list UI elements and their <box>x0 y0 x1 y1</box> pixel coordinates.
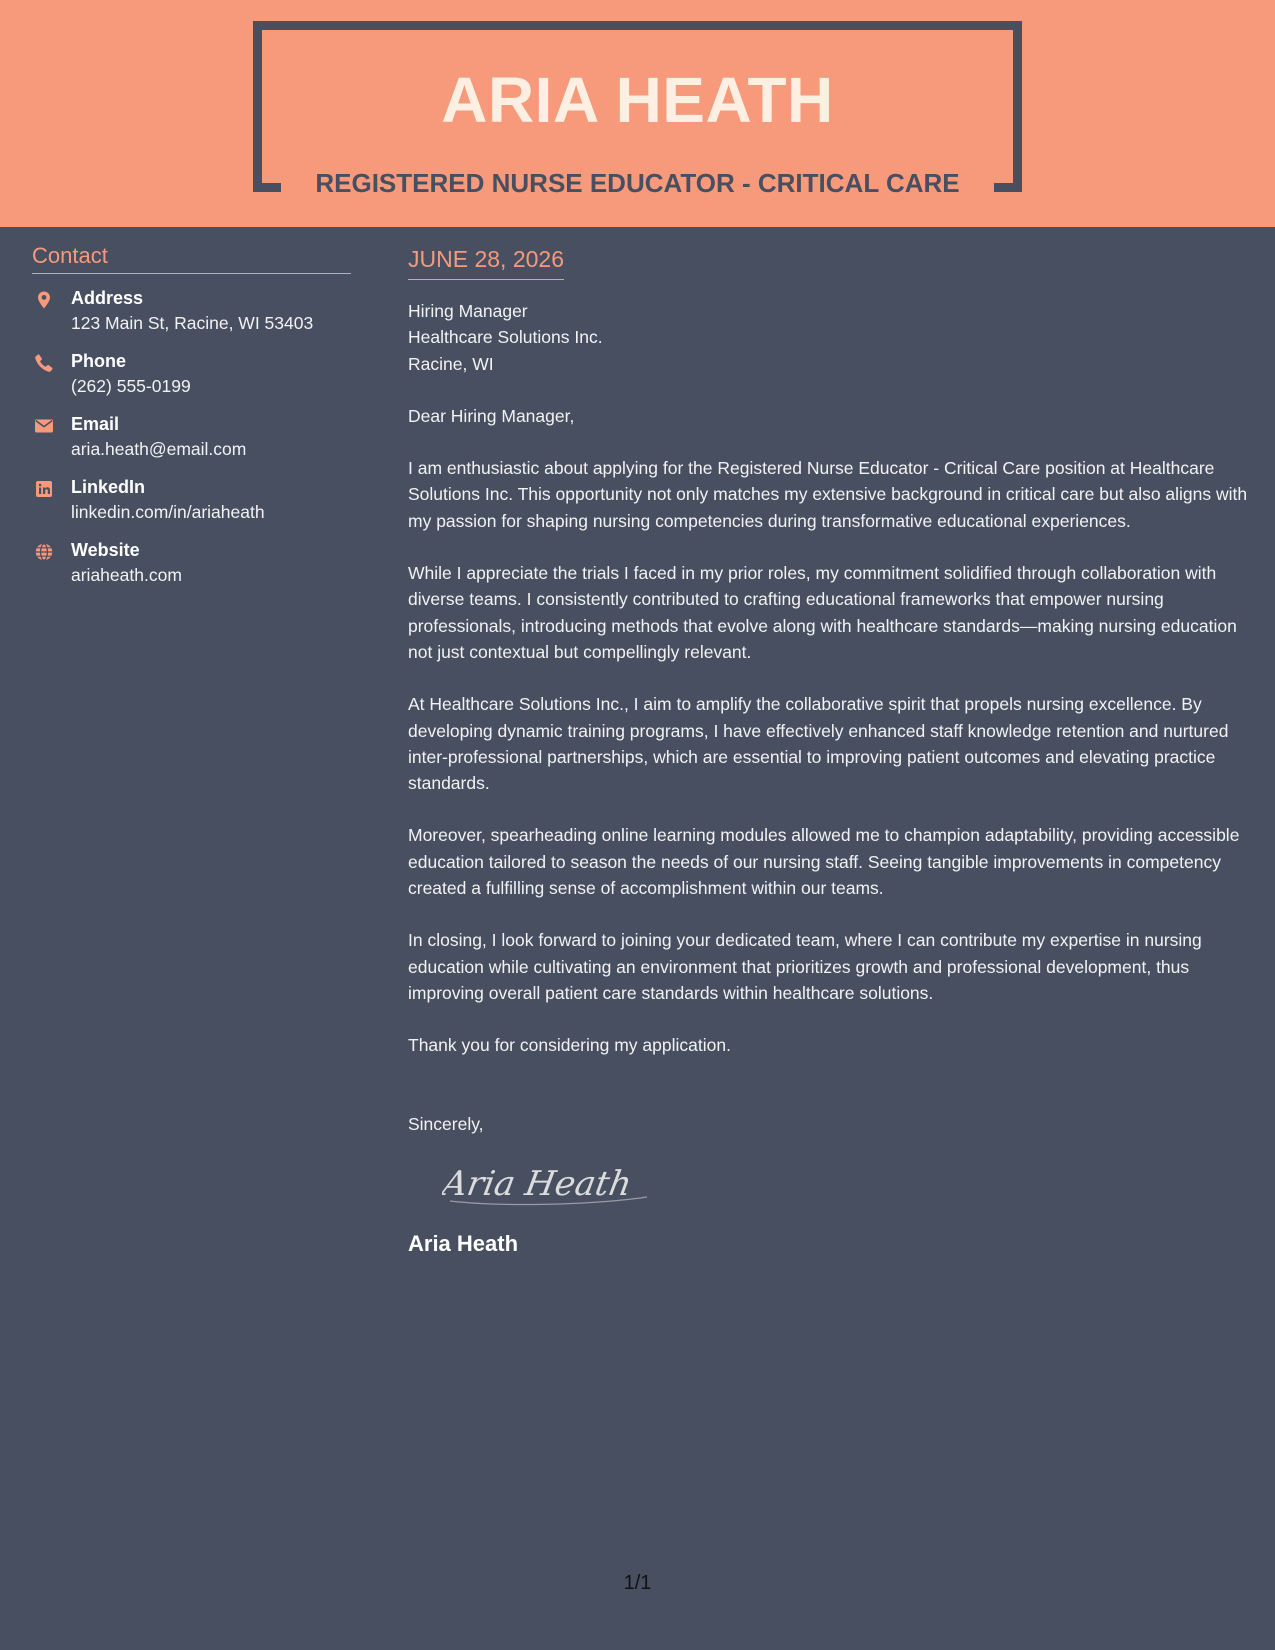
recipient-block <box>408 298 1253 377</box>
linkedin-icon <box>34 479 54 499</box>
page-number: 1/1 <box>623 1572 652 1594</box>
contact-item-phone <box>32 349 351 412</box>
letter-body <box>408 244 1253 1258</box>
contact-item-website <box>32 538 351 601</box>
closing: Sincerely, <box>408 1113 484 1134</box>
contact-label: LinkedIn <box>71 477 146 497</box>
frame-top-bar <box>253 21 1022 30</box>
contact-label: Phone <box>71 351 127 371</box>
salutation: Dear Hiring Manager, <box>408 405 575 426</box>
applicant-name: ARIA HEATH <box>441 64 834 136</box>
contact-value: aria.heath@email.com <box>71 439 247 459</box>
header-banner <box>0 0 1275 227</box>
contact-label: Website <box>71 540 140 560</box>
globe-icon <box>34 542 54 562</box>
letter-paragraph: Moreover, spearheading online learning modules allowed me to champion adaptability, providing accessible education tailored to season the needs of our nursing staff. Seeing tangible improvements in competency created a fulfilling sense of accomplishment within our teams. <box>408 825 1240 899</box>
letter-date: JUNE 28, 2026 <box>408 244 564 280</box>
letter-paragraph: At Healthcare Solutions Inc., I aim to amplify the collaborative spirit that propels nursing excellence. By developing dynamic training programs, I have effectively enhanced staff knowledge retention and nurtured inter-professional partnerships, which are essential to improving patient outcomes and elevating practice standards. <box>408 694 1229 794</box>
contact-sidebar <box>32 243 351 601</box>
letter-paragraph: In closing, I look forward to joining your dedicated team, where I can contribute my expertise in nursing education while cultivating an environment that prioritizes growth and professional development, thus improving overall patient care standards within healthcare solutions. <box>408 930 1202 1003</box>
contact-item-linkedin <box>32 475 351 538</box>
contact-heading: Contact <box>32 243 351 274</box>
contact-list <box>32 286 351 601</box>
phone-icon <box>34 353 54 373</box>
recipient-line: Hiring Manager <box>408 301 528 321</box>
job-title: REGISTERED NURSE EDUCATOR - CRITICAL CARE <box>315 168 960 198</box>
envelope-icon <box>34 416 54 436</box>
recipient-line: Racine, WI <box>408 353 494 374</box>
map-pin-icon <box>34 290 54 310</box>
letter-paragraph: Thank you for considering my application. <box>408 1035 731 1056</box>
contact-value: ariaheath.com <box>71 565 182 585</box>
contact-label: Address <box>71 288 144 308</box>
letter-paragraph: I am enthusiastic about applying for the Registered Nurse Educator - Critical Care position at Healthcare Solutions Inc. This opportunity not only matches my extensive background in critical care but also aligns with my passion for shaping nursing competencies during transformative educational experiences. <box>408 458 1248 531</box>
letter-paragraph: While I appreciate the trials I faced in my prior roles, my commitment solidified through collaboration with diverse teams. I consistently contributed to crafting educational frameworks that empower nursing professionals, introducing methods that evolve along with healthcare standards—making nursing education not just contextual but compellingly relevant. <box>408 563 1237 662</box>
contact-item-email <box>32 412 351 475</box>
contact-value: 123 Main St, Racine, WI 53403 <box>71 313 314 333</box>
contact-label: Email <box>71 414 120 434</box>
contact-value: linkedin.com/in/ariaheath <box>71 502 265 522</box>
signature-image <box>442 1155 662 1211</box>
contact-value: (262) 555-0199 <box>71 376 191 396</box>
signer-name: Aria Heath <box>408 1230 519 1256</box>
recipient-line: Healthcare Solutions Inc. <box>408 327 603 348</box>
contact-item-address <box>32 286 351 349</box>
signature-text: Aria Heath <box>442 1164 635 1204</box>
